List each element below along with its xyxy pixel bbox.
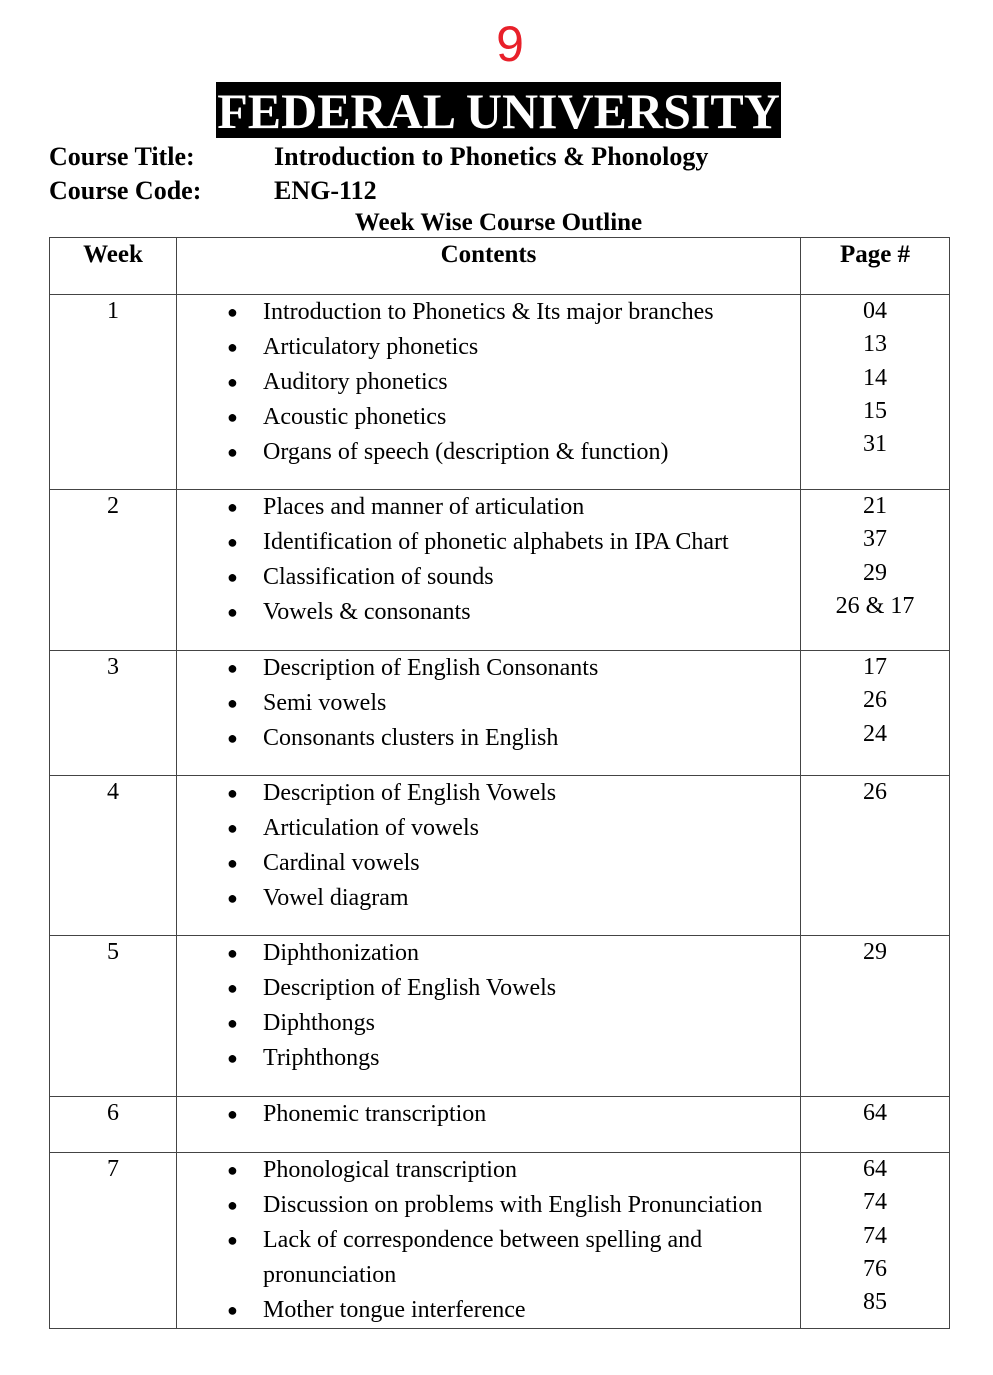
contents-cell (177, 1097, 801, 1153)
list-item-text: Auditory phonetics (263, 369, 448, 395)
list-item-text: Lack of correspondence between spelling and pronunciation (263, 1227, 703, 1288)
list-item-text: Articulation of vowels (263, 815, 479, 841)
list-item-text: Discussion on problems with English Pronunciation (263, 1192, 763, 1218)
list-item (227, 1293, 800, 1328)
page-ref: 76 (863, 1255, 887, 1282)
list-item-text: Organs of speech (description & function) (263, 439, 669, 465)
bullet-icon: ● (227, 1160, 238, 1180)
page-ref: 14 (863, 364, 887, 391)
page-ref: 24 (863, 720, 887, 747)
table-row (50, 776, 950, 936)
page-ref: 85 (863, 1289, 887, 1316)
list-item (227, 435, 800, 470)
header-pages: Page # (801, 238, 950, 295)
bullet-icon: ● (227, 1300, 238, 1320)
list-item-text: Cardinal vowels (263, 850, 420, 876)
bullet-icon: ● (227, 1195, 238, 1215)
page-ref: 13 (863, 331, 887, 358)
week-cell: 5 (50, 936, 177, 1097)
bullet-icon: ● (227, 407, 238, 427)
bullet-icon: ● (227, 818, 238, 838)
course-code-line (49, 176, 377, 206)
page-ref: 31 (863, 431, 887, 458)
page-ref: 29 (863, 939, 887, 965)
contents-list (177, 651, 800, 756)
list-item (227, 560, 800, 595)
bullet-icon: ● (227, 532, 238, 552)
bullet-icon: ● (227, 442, 238, 462)
page-number: 9 (496, 16, 524, 72)
list-item (227, 1006, 800, 1041)
table-row (50, 295, 950, 490)
list-item-text: Mother tongue interference (263, 1297, 526, 1323)
list-item-text: Diphthonization (263, 940, 419, 966)
list-item (227, 686, 800, 721)
table-row (50, 1153, 950, 1329)
bullet-icon: ● (227, 853, 238, 873)
list-item-text: Diphthongs (263, 1010, 376, 1036)
contents-list (177, 776, 800, 916)
bullet-icon: ● (227, 567, 238, 587)
university-banner: FEDERAL UNIVERSITY (217, 83, 780, 138)
page-ref: 04 (863, 298, 887, 324)
pages-cell (801, 936, 950, 1097)
list-item (227, 811, 800, 846)
contents-cell (177, 1153, 801, 1329)
week-cell: 2 (50, 490, 177, 651)
bullet-icon: ● (227, 783, 238, 803)
list-item-text: Classification of sounds (263, 564, 494, 590)
page-ref: 29 (863, 559, 887, 586)
list-item (227, 365, 800, 400)
course-outline-table (49, 237, 950, 1329)
list-item (227, 1223, 800, 1293)
page-ref: 15 (863, 397, 887, 424)
course-title-line (49, 142, 708, 172)
list-item (227, 881, 800, 916)
table-row (50, 651, 950, 776)
table-row (50, 1097, 950, 1153)
contents-cell (177, 295, 801, 490)
bullet-icon: ● (227, 693, 238, 713)
list-item-text: Phonemic transcription (263, 1101, 487, 1127)
course-title: Introduction to Phonetics & Phonology (274, 142, 709, 171)
table-row (50, 490, 950, 651)
table-row (50, 936, 950, 1097)
header-week: Week (50, 238, 177, 295)
list-item (227, 490, 800, 525)
contents-cell (177, 490, 801, 651)
pages-cell (801, 776, 950, 936)
contents-list (177, 295, 800, 470)
list-item (227, 400, 800, 435)
contents-list (177, 490, 800, 630)
list-item (227, 776, 800, 811)
list-item-text: Vowels & consonants (263, 599, 471, 625)
list-item-text: Phonological transcription (263, 1157, 517, 1183)
bullet-icon: ● (227, 943, 238, 963)
week-cell: 1 (50, 295, 177, 490)
list-item (227, 846, 800, 881)
pages-cell (801, 1153, 950, 1329)
list-item-text: Places and manner of articulation (263, 494, 585, 520)
pages-cell (801, 295, 950, 490)
week-cell: 4 (50, 776, 177, 936)
outline-title: Week Wise Course Outline (354, 209, 643, 236)
week-cell: 6 (50, 1097, 177, 1153)
list-item-text: Description of English Consonants (263, 655, 599, 681)
list-item (227, 971, 800, 1006)
page-ref: 74 (863, 1222, 887, 1249)
list-item (227, 295, 800, 330)
page-ref: 26 (863, 687, 887, 714)
pages-cell (801, 1097, 950, 1153)
bullet-icon: ● (227, 888, 238, 908)
course-code: ENG-112 (274, 176, 377, 205)
pages-cell (801, 651, 950, 776)
week-cell: 3 (50, 651, 177, 776)
contents-cell (177, 776, 801, 936)
contents-cell (177, 651, 801, 776)
page-ref: 64 (863, 1156, 887, 1182)
week-cell: 7 (50, 1153, 177, 1329)
page-ref: 21 (863, 493, 887, 519)
bullet-icon: ● (227, 497, 238, 517)
header-contents: Contents (177, 238, 801, 295)
bullet-icon: ● (227, 1048, 238, 1068)
page-ref: 37 (863, 526, 887, 553)
bullet-icon: ● (227, 302, 238, 322)
list-item (227, 1188, 800, 1223)
page-ref: 17 (863, 654, 887, 680)
list-item (227, 595, 800, 630)
list-item (227, 936, 800, 971)
page-ref: 64 (863, 1100, 887, 1126)
course-title-label: Course Title: (49, 142, 195, 171)
contents-list (177, 936, 800, 1076)
list-item-text: Introduction to Phonetics & Its major branches (263, 299, 714, 325)
list-item-text: Identification of phonetic alphabets in IPA Chart (263, 529, 729, 555)
list-item (227, 1097, 800, 1132)
list-item-text: Semi vowels (263, 690, 387, 716)
list-item (227, 330, 800, 365)
contents-list (177, 1153, 800, 1328)
contents-list (177, 1097, 800, 1132)
list-item (227, 721, 800, 756)
list-item-text: Vowel diagram (263, 885, 409, 911)
list-item (227, 1153, 800, 1188)
page-ref: 74 (863, 1189, 887, 1216)
page-ref: 26 & 17 (835, 592, 915, 619)
list-item-text: Triphthongs (263, 1045, 380, 1071)
table-header-row (50, 238, 950, 295)
bullet-icon: ● (227, 658, 238, 678)
bullet-icon: ● (227, 978, 238, 998)
bullet-icon: ● (227, 602, 238, 622)
list-item-text: Consonants clusters in English (263, 725, 559, 751)
list-item (227, 1041, 800, 1076)
bullet-icon: ● (227, 372, 238, 392)
list-item-text: Description of English Vowels (263, 975, 557, 1001)
bullet-icon: ● (227, 1013, 238, 1033)
list-item-text: Articulatory phonetics (263, 334, 479, 360)
list-item (227, 525, 800, 560)
page-ref: 26 (863, 779, 887, 805)
bullet-icon: ● (227, 1104, 238, 1124)
list-item (227, 651, 800, 686)
bullet-icon: ● (227, 337, 238, 357)
pages-cell (801, 490, 950, 651)
bullet-icon: ● (227, 728, 238, 748)
course-code-label: Course Code: (49, 176, 202, 205)
list-item-text: Description of English Vowels (263, 780, 557, 806)
bullet-icon: ● (227, 1230, 238, 1250)
list-item-text: Acoustic phonetics (263, 404, 447, 430)
contents-cell (177, 936, 801, 1097)
